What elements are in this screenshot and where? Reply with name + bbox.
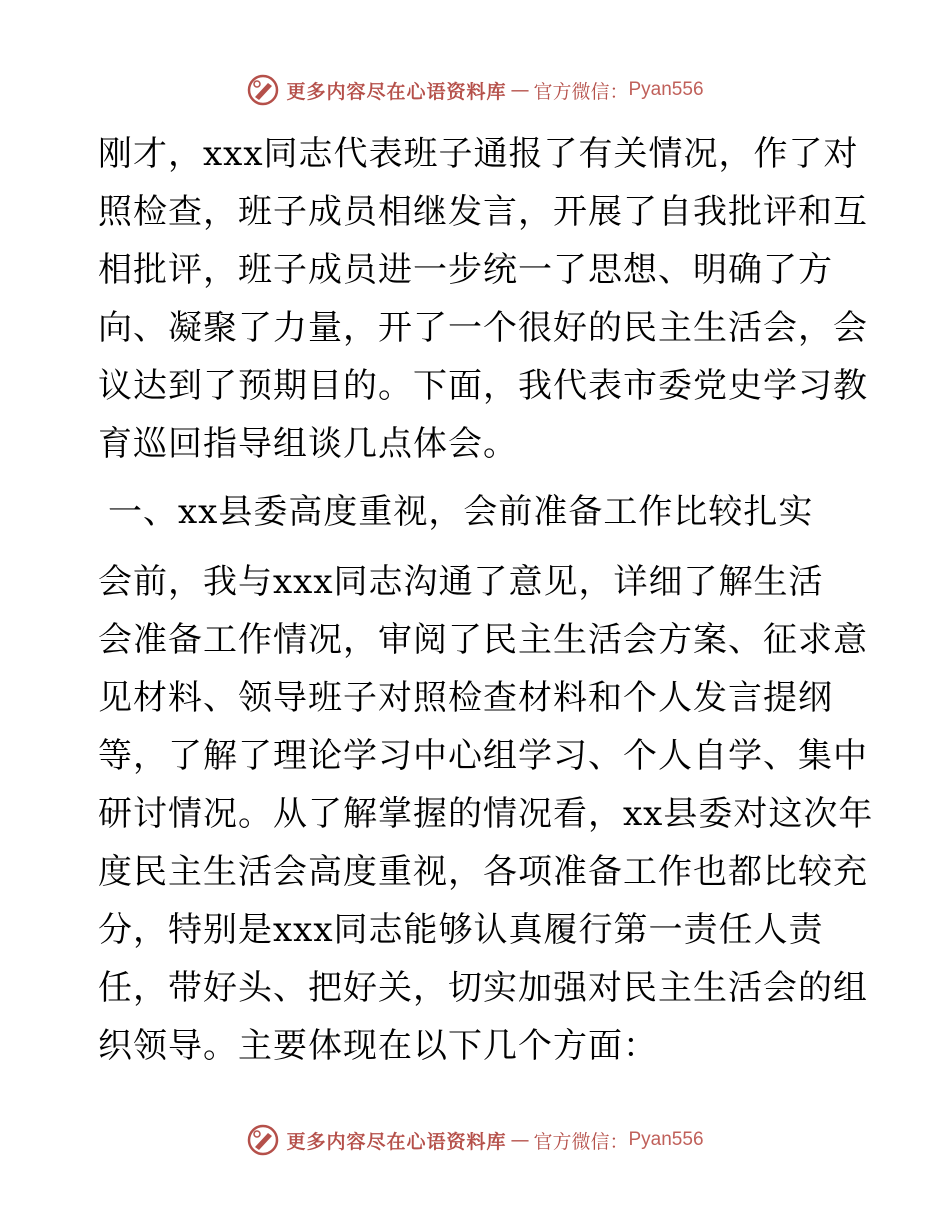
footer-watermark: [0, 1120, 950, 1160]
text-line: 度民主生活会高度重视，各项准备工作也都比较充: [98, 852, 868, 892]
watermark-brand: 更多内容尽在心语资料库: [286, 80, 507, 103]
text-line: 育巡回指导组谈几点体会。: [98, 424, 518, 464]
watermark-separator: —: [510, 79, 530, 101]
watermark-wechat-id: Pyan556: [628, 1129, 704, 1150]
text-line: 相批评，班子成员进一步统一了思想、明确了方: [98, 250, 833, 290]
header-watermark: [0, 70, 950, 110]
text-line: 织领导。主要体现在以下几个方面：: [98, 1026, 658, 1066]
text-line: 分，特别是xxx同志能够认真履行第一责任人责: [98, 910, 824, 950]
text-line: 等，了解了理论学习中心组学习、个人自学、集中: [98, 736, 868, 776]
text-line: 见材料、领导班子对照检查材料和个人发言提纲: [98, 678, 833, 718]
text-line: 任，带好头、把好关，切实加强对民主生活会的组: [98, 968, 868, 1008]
watermark-wechat-id: Pyan556: [628, 79, 704, 100]
watermark-brand: 更多内容尽在心语资料库: [286, 1130, 507, 1153]
text-line: 照检查，班子成员相继发言，开展了自我批评和互: [98, 192, 868, 232]
watermark-wechat-label: 官方微信：: [533, 1130, 629, 1153]
text-line: 刚才，xxx同志代表班子通报了有关情况，作了对: [98, 134, 859, 174]
paragraph-intro: [98, 125, 868, 473]
text-line: 会前，我与xxx同志沟通了意见，详细了解生活: [98, 562, 824, 602]
text-line: 向、凝聚了力量，开了一个很好的民主生活会，会: [98, 308, 868, 348]
text-line: 会准备工作情况，审阅了民主生活会方案、征求意: [98, 620, 868, 660]
paragraph-section-one: [98, 553, 874, 1075]
text-line: 议达到了预期目的。下面，我代表市委党史学习教: [98, 366, 868, 406]
section-heading: 一、xx县委高度重视，会前准备工作比较扎实: [108, 492, 814, 532]
document-body: [98, 125, 874, 1075]
watermark-separator: —: [510, 1129, 530, 1151]
pen-logo-icon: [246, 73, 280, 107]
pen-logo-icon: [246, 1123, 280, 1157]
text-line: 研讨情况。从了解掌握的情况看，xx县委对这次年: [98, 794, 874, 834]
watermark-wechat-label: 官方微信：: [533, 80, 629, 103]
